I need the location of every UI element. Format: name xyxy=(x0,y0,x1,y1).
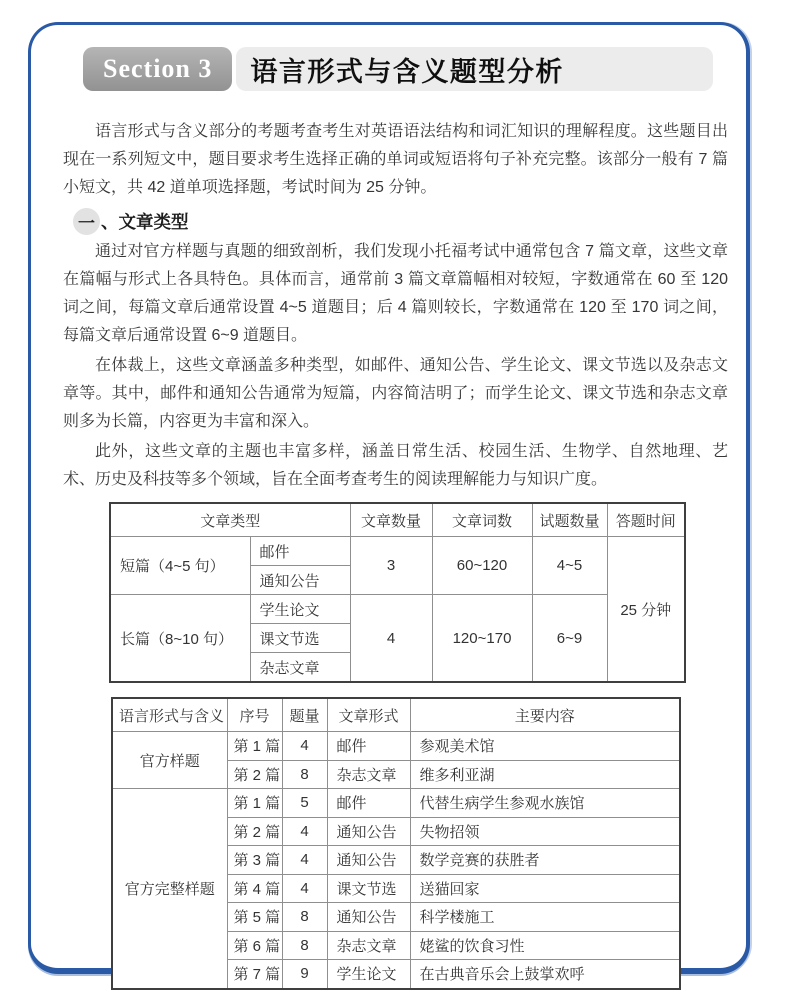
table-cell: 通知公告 xyxy=(327,817,410,846)
table-cell: 6~9 xyxy=(532,595,607,683)
table-row xyxy=(112,789,680,818)
table-cell: 第 3 篇 xyxy=(227,846,282,875)
sample-papers-table xyxy=(111,697,681,990)
table-cell: 邮件 xyxy=(327,789,410,818)
table-cell: 在古典音乐会上鼓掌欢呼 xyxy=(410,960,680,989)
subsection-heading xyxy=(73,207,734,235)
intro-paragraph: 语言形式与含义部分的考题考查考生对英语语法结构和词汇知识的理解程度。这些题目出现在一系列短文中，题目要求考生选择正确的单词或短语将句子补充完整。该部分一般有 7 篇小短文，共 42 道单项选择题，考试时间为 25 分钟。 xyxy=(63,123,728,196)
column-header: 语言形式与含义 xyxy=(112,698,227,732)
group-label-cell: 官方完整样题 xyxy=(112,789,227,989)
heading-separator: 、 xyxy=(101,211,119,232)
table-cell: 课文节选 xyxy=(250,624,350,653)
table-cell: 维多利亚湖 xyxy=(410,760,680,789)
page-frame xyxy=(28,22,750,984)
body-paragraph: 此外，这些文章的主题也丰富多样，涵盖日常生活、校园生活、生物学、自然地理、艺术、历史及科技等多个领域，旨在全面考查考生的阅读理解能力与知识广度。 xyxy=(63,443,728,488)
table-cell: 学生论文 xyxy=(250,595,350,624)
table-cell: 第 6 篇 xyxy=(227,931,282,960)
heading-text: 文章类型 xyxy=(118,211,189,232)
table-cell: 学生论文 xyxy=(327,960,410,989)
table-cell: 邮件 xyxy=(250,537,350,566)
table-cell: 120~170 xyxy=(432,595,532,683)
column-header: 题量 xyxy=(282,698,327,732)
article-type-table xyxy=(109,502,686,683)
table-cell: 杂志文章 xyxy=(327,931,410,960)
column-header: 文章类型 xyxy=(110,503,350,537)
table-cell: 第 5 篇 xyxy=(227,903,282,932)
table-cell: 科学楼施工 xyxy=(410,903,680,932)
table-cell: 邮件 xyxy=(327,732,410,761)
column-header: 文章数量 xyxy=(350,503,432,537)
table-cell: 第 2 篇 xyxy=(227,817,282,846)
table-cell: 长篇（8~10 句） xyxy=(110,595,250,683)
table-cell: 4~5 xyxy=(532,537,607,595)
table-cell: 通知公告 xyxy=(327,903,410,932)
table-cell: 第 1 篇 xyxy=(227,732,282,761)
section-badge xyxy=(83,47,232,91)
table-cell: 杂志文章 xyxy=(250,653,350,683)
column-header: 主要内容 xyxy=(410,698,680,732)
table-cell: 通知公告 xyxy=(327,846,410,875)
table-cell: 8 xyxy=(282,903,327,932)
body-paragraph: 通过对官方样题与真题的细致剖析，我们发现小托福考试中通常包含 7 篇文章，这些文章在篇幅与形式上各具特色。具体而言，通常前 3 篇文章篇幅相对较短，字数通常在 60 至 120 词之间，每篇文章后通常设置 4~5 道题目；后 4 篇则较长，字数通常在 120 至 170 词之间，每篇文章后通常设置 6~9 道题目。 xyxy=(63,243,728,344)
table-cell: 通知公告 xyxy=(250,566,350,595)
table-cell: 第 7 篇 xyxy=(227,960,282,989)
heading-number-circle: 一 xyxy=(73,208,100,235)
table-cell: 参观美术馆 xyxy=(410,732,680,761)
table-cell: 3 xyxy=(350,537,432,595)
table-cell: 数学竞赛的获胜者 xyxy=(410,846,680,875)
table-cell: 4 xyxy=(350,595,432,683)
column-header: 文章词数 xyxy=(432,503,532,537)
column-header: 文章形式 xyxy=(327,698,410,732)
table-row xyxy=(110,537,685,566)
table-row xyxy=(112,732,680,761)
table-header-row xyxy=(112,698,680,732)
table-cell: 4 xyxy=(282,732,327,761)
table-cell: 4 xyxy=(282,846,327,875)
table-row xyxy=(110,595,685,624)
table-cell: 第 1 篇 xyxy=(227,789,282,818)
table-cell: 杂志文章 xyxy=(327,760,410,789)
table-cell: 4 xyxy=(282,817,327,846)
table-cell: 送猫回家 xyxy=(410,874,680,903)
table-cell: 25 分钟 xyxy=(607,537,685,683)
table-cell: 短篇（4~5 句） xyxy=(110,537,250,595)
column-header: 答题时间 xyxy=(607,503,685,537)
table-cell: 60~120 xyxy=(432,537,532,595)
table-cell: 姥鲨的饮食习性 xyxy=(410,931,680,960)
page-title: 语言形式与含义题型分析 xyxy=(250,56,564,87)
table-cell: 4 xyxy=(282,874,327,903)
group-label-cell: 官方样题 xyxy=(112,732,227,789)
section-header xyxy=(83,47,713,91)
table-cell: 课文节选 xyxy=(327,874,410,903)
table-cell: 8 xyxy=(282,931,327,960)
table-cell: 第 2 篇 xyxy=(227,760,282,789)
table-cell: 第 4 篇 xyxy=(227,874,282,903)
table-cell: 5 xyxy=(282,789,327,818)
table-cell: 代替生病学生参观水族馆 xyxy=(410,789,680,818)
table-cell: 失物招领 xyxy=(410,817,680,846)
section-label: Section 3 xyxy=(103,54,213,83)
body-paragraph: 在体裁上，这些文章涵盖多种类型，如邮件、通知公告、学生论文、课文节选以及杂志文章等。其中，邮件和通知公告通常为短篇，内容简洁明了；而学生论文、课文节选和杂志文章则多为长篇，内容更为丰富和深入。 xyxy=(63,357,728,430)
section-titlebar xyxy=(236,47,713,91)
table-header-row xyxy=(110,503,685,537)
table-cell: 8 xyxy=(282,760,327,789)
column-header: 序号 xyxy=(227,698,282,732)
table-cell: 9 xyxy=(282,960,327,989)
column-header: 试题数量 xyxy=(532,503,607,537)
